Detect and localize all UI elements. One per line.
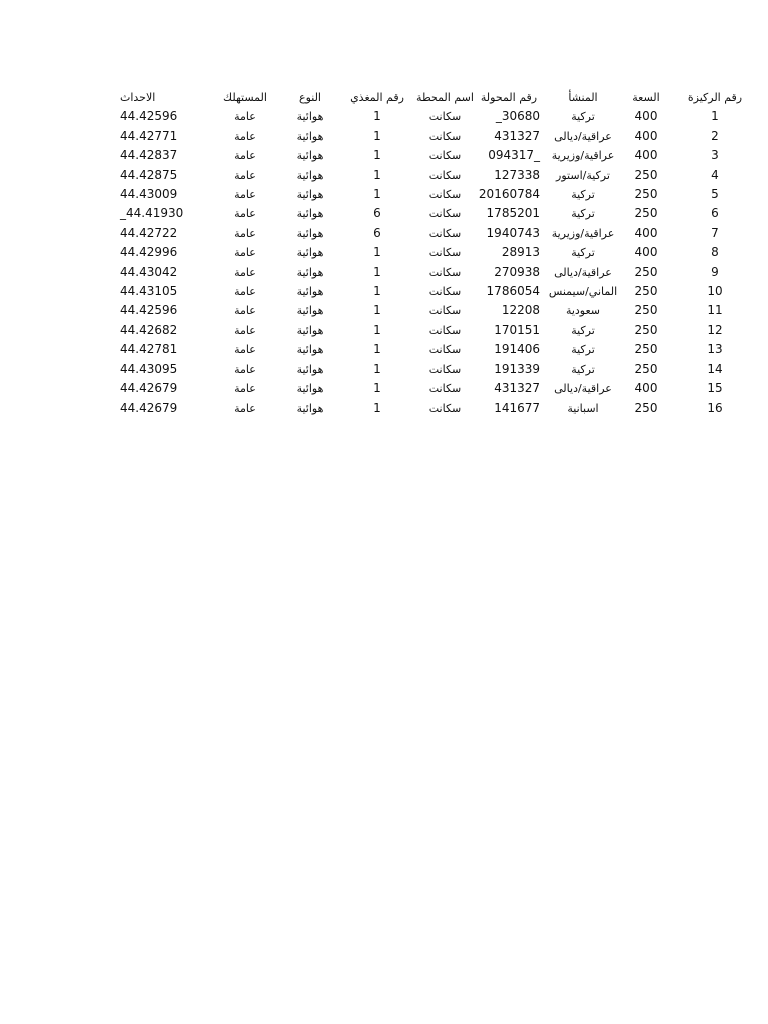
cell-origin[interactable]: عراقية/ديالى	[554, 129, 612, 143]
cell-transformer-no[interactable]: 1785201	[486, 206, 540, 221]
cell-feeder[interactable]: 1	[373, 322, 381, 337]
cell-coord[interactable]: 44.42679	[120, 400, 178, 415]
table-row	[118, 263, 762, 282]
cell-consumer[interactable]: عامة	[234, 265, 256, 279]
cell-transformer-no[interactable]: 28913	[501, 245, 540, 260]
cell-origin[interactable]: تركية	[571, 246, 595, 260]
cell-consumer[interactable]: عامة	[234, 168, 256, 182]
cell-capacity[interactable]: 250	[634, 400, 658, 415]
cell-consumer[interactable]: عامة	[234, 362, 256, 376]
cell-station[interactable]: سكانت	[428, 188, 462, 202]
cell-station[interactable]: سكانت	[428, 168, 462, 182]
cell-feeder[interactable]: 1	[373, 245, 381, 260]
table-row	[118, 224, 762, 243]
cell-id[interactable]: 16	[707, 400, 723, 415]
cell-transformer-no[interactable]: 1940743	[486, 225, 540, 240]
cell-coord[interactable]: 44.43009	[120, 187, 178, 202]
cell-origin[interactable]: تركية	[571, 110, 595, 124]
cell-feeder[interactable]: 1	[373, 167, 381, 182]
cell-coord[interactable]: 44.42596	[120, 303, 178, 318]
table-row	[118, 321, 762, 340]
header-coord[interactable]: الاحداث	[120, 91, 156, 104]
cell-consumer[interactable]: عامة	[234, 382, 256, 396]
cell-feeder[interactable]: 1	[373, 148, 381, 163]
table-row	[118, 146, 762, 165]
header-type[interactable]: النوع	[299, 91, 321, 104]
cell-origin[interactable]: تركية	[571, 362, 595, 376]
cell-type[interactable]: هوائية	[296, 129, 324, 143]
table-row	[118, 204, 762, 223]
cell-coord[interactable]: 44.43105	[120, 284, 178, 299]
cell-capacity[interactable]: 250	[634, 342, 658, 357]
cell-origin[interactable]: عراقية/ديالى	[554, 265, 612, 279]
cell-capacity[interactable]: 250	[634, 206, 658, 221]
cell-type[interactable]: هوائية	[296, 168, 324, 182]
cell-origin[interactable]: تركية	[571, 207, 595, 221]
cell-consumer[interactable]: عامة	[234, 110, 256, 124]
cell-capacity[interactable]: 250	[634, 322, 658, 337]
cell-station[interactable]: سكانت	[428, 246, 462, 260]
cell-feeder[interactable]: 1	[373, 187, 381, 202]
cell-station[interactable]: سكانت	[428, 226, 462, 240]
cell-station[interactable]: سكانت	[428, 207, 462, 221]
cell-station[interactable]: سكانت	[428, 265, 462, 279]
cell-feeder[interactable]: 6	[373, 206, 381, 221]
cell-type[interactable]: هوائية	[296, 382, 324, 396]
table-row	[118, 360, 762, 379]
cell-coord[interactable]: 44.42596	[120, 109, 178, 124]
header-transformer-no[interactable]: رقم المحولة	[480, 91, 538, 104]
cell-type[interactable]: هوائية	[296, 362, 324, 376]
cell-coord[interactable]: 44.42679	[120, 381, 178, 396]
cell-type[interactable]: هوائية	[296, 246, 324, 260]
table-row	[118, 243, 762, 262]
cell-capacity[interactable]: 400	[634, 128, 658, 143]
cell-capacity[interactable]: 250	[634, 361, 658, 376]
cell-feeder[interactable]: 1	[373, 109, 381, 124]
table-row	[118, 282, 762, 301]
table-row	[118, 127, 762, 146]
transformer-table	[118, 88, 762, 418]
cell-feeder[interactable]: 1	[373, 361, 381, 376]
cell-consumer[interactable]: عامة	[234, 226, 256, 240]
cell-type[interactable]: هوائية	[296, 188, 324, 202]
cell-station[interactable]: سكانت	[428, 362, 462, 376]
cell-capacity[interactable]: 250	[634, 187, 658, 202]
cell-transformer-no[interactable]: 094317_	[488, 148, 540, 163]
cell-coord[interactable]: 44.42771	[120, 128, 178, 143]
cell-id[interactable]: 1	[711, 109, 719, 124]
cell-transformer-no[interactable]: 431327	[494, 128, 540, 143]
table-row	[118, 107, 762, 126]
cell-capacity[interactable]: 250	[634, 303, 658, 318]
cell-id[interactable]: 13	[707, 342, 723, 357]
cell-transformer-no[interactable]: _30680	[495, 109, 540, 124]
cell-station[interactable]: سكانت	[428, 323, 462, 337]
cell-id[interactable]: 8	[711, 245, 719, 260]
header-origin[interactable]: المنشأ	[568, 91, 598, 104]
cell-origin[interactable]: اسبانية	[567, 401, 599, 415]
cell-type[interactable]: هوائية	[296, 343, 324, 357]
table-row	[118, 185, 762, 204]
cell-type[interactable]: هوائية	[296, 285, 324, 299]
cell-id[interactable]: 9	[711, 264, 719, 279]
cell-type[interactable]: هوائية	[296, 265, 324, 279]
cell-transformer-no[interactable]: 20160784	[478, 187, 540, 202]
cell-origin[interactable]: تركية	[571, 343, 595, 357]
cell-origin[interactable]: تركية/استور	[556, 168, 610, 182]
cell-coord[interactable]: 44.42781	[120, 342, 178, 357]
cell-origin[interactable]: تركية	[571, 188, 595, 202]
cell-origin[interactable]: عراقية/ديالى	[554, 382, 612, 396]
cell-station[interactable]: سكانت	[428, 129, 462, 143]
cell-capacity[interactable]: 250	[634, 264, 658, 279]
cell-station[interactable]: سكانت	[428, 382, 462, 396]
cell-station[interactable]: سكانت	[428, 110, 462, 124]
table-row	[118, 301, 762, 320]
cell-feeder[interactable]: 1	[373, 264, 381, 279]
cell-consumer[interactable]: عامة	[234, 246, 256, 260]
cell-feeder[interactable]: 1	[373, 284, 381, 299]
table-body	[118, 107, 762, 418]
header-station[interactable]: اسم المحطة	[416, 91, 474, 104]
header-feeder[interactable]: رقم المغذي	[350, 91, 404, 104]
cell-transformer-no[interactable]: 191339	[494, 361, 540, 376]
cell-transformer-no[interactable]: 127338	[494, 167, 540, 182]
cell-id[interactable]: 4	[711, 167, 719, 182]
cell-type[interactable]: هوائية	[296, 323, 324, 337]
cell-feeder[interactable]: 1	[373, 342, 381, 357]
header-consumer[interactable]: المستهلك	[223, 91, 267, 104]
cell-station[interactable]: سكانت	[428, 285, 462, 299]
cell-capacity[interactable]: 250	[634, 167, 658, 182]
cell-coord[interactable]: 44.42837	[120, 148, 178, 163]
cell-origin[interactable]: سعودية	[565, 304, 601, 318]
cell-id[interactable]: 3	[711, 148, 719, 163]
cell-coord[interactable]: 44.42996	[120, 245, 178, 260]
cell-station[interactable]: سكانت	[428, 401, 462, 415]
cell-consumer[interactable]: عامة	[234, 129, 256, 143]
cell-id[interactable]: 10	[707, 284, 723, 299]
cell-id[interactable]: 5	[711, 187, 719, 202]
cell-coord[interactable]: 44.42682	[120, 322, 178, 337]
cell-station[interactable]: سكانت	[428, 304, 462, 318]
cell-station[interactable]: سكانت	[428, 343, 462, 357]
cell-transformer-no[interactable]: 1786054	[486, 284, 540, 299]
cell-id[interactable]: 11	[707, 303, 723, 318]
cell-station[interactable]: سكانت	[428, 149, 462, 163]
cell-capacity[interactable]: 400	[634, 148, 658, 163]
header-id[interactable]: رقم الركيزة	[687, 91, 743, 104]
cell-type[interactable]: هوائية	[296, 149, 324, 163]
cell-capacity[interactable]: 400	[634, 225, 658, 240]
table-row	[118, 340, 762, 359]
cell-consumer[interactable]: عامة	[234, 188, 256, 202]
cell-feeder[interactable]: 1	[373, 303, 381, 318]
cell-type[interactable]: هوائية	[296, 304, 324, 318]
cell-feeder[interactable]: 1	[373, 381, 381, 396]
cell-capacity[interactable]: 250	[634, 284, 658, 299]
cell-coord[interactable]: 44.43095	[120, 361, 178, 376]
cell-id[interactable]: 15	[707, 381, 723, 396]
header-row	[118, 88, 762, 107]
cell-origin[interactable]: الماني/سيمنس	[548, 285, 618, 299]
cell-transformer-no[interactable]: 270938	[494, 264, 540, 279]
cell-transformer-no[interactable]: 170151	[494, 322, 540, 337]
header-capacity[interactable]: السعة	[632, 91, 660, 104]
cell-capacity[interactable]: 400	[634, 245, 658, 260]
cell-type[interactable]: هوائية	[296, 110, 324, 124]
table-row	[118, 379, 762, 398]
cell-coord[interactable]: 44.42722	[120, 225, 178, 240]
cell-capacity[interactable]: 400	[634, 381, 658, 396]
cell-transformer-no[interactable]: 191406	[494, 342, 540, 357]
cell-coord[interactable]: 44.42875	[120, 167, 178, 182]
cell-id[interactable]: 12	[707, 322, 723, 337]
cell-id[interactable]: 2	[711, 128, 719, 143]
cell-feeder[interactable]: 1	[373, 400, 381, 415]
cell-consumer[interactable]: عامة	[234, 285, 256, 299]
cell-transformer-no[interactable]: 431327	[494, 381, 540, 396]
cell-consumer[interactable]: عامة	[234, 304, 256, 318]
cell-consumer[interactable]: عامة	[234, 207, 256, 221]
cell-consumer[interactable]: عامة	[234, 323, 256, 337]
cell-coord[interactable]: 44.43042	[120, 264, 178, 279]
cell-transformer-no[interactable]: 12208	[501, 303, 540, 318]
cell-transformer-no[interactable]: 141677	[494, 400, 540, 415]
cell-feeder[interactable]: 1	[373, 128, 381, 143]
cell-consumer[interactable]: عامة	[234, 149, 256, 163]
table-row	[118, 399, 762, 418]
cell-consumer[interactable]: عامة	[234, 343, 256, 357]
cell-type[interactable]: هوائية	[296, 226, 324, 240]
cell-id[interactable]: 14	[707, 361, 723, 376]
cell-origin[interactable]: عراقية/وزيرية	[551, 226, 615, 240]
cell-origin[interactable]: عراقية/وزيرية	[551, 149, 615, 163]
cell-id[interactable]: 7	[711, 225, 719, 240]
cell-origin[interactable]: تركية	[571, 323, 595, 337]
cell-id[interactable]: 6	[711, 206, 719, 221]
cell-coord[interactable]: _44.41930	[120, 206, 184, 221]
cell-type[interactable]: هوائية	[296, 401, 324, 415]
cell-capacity[interactable]: 400	[634, 109, 658, 124]
cell-feeder[interactable]: 6	[373, 225, 381, 240]
cell-consumer[interactable]: عامة	[234, 401, 256, 415]
table-row	[118, 166, 762, 185]
cell-type[interactable]: هوائية	[296, 207, 324, 221]
